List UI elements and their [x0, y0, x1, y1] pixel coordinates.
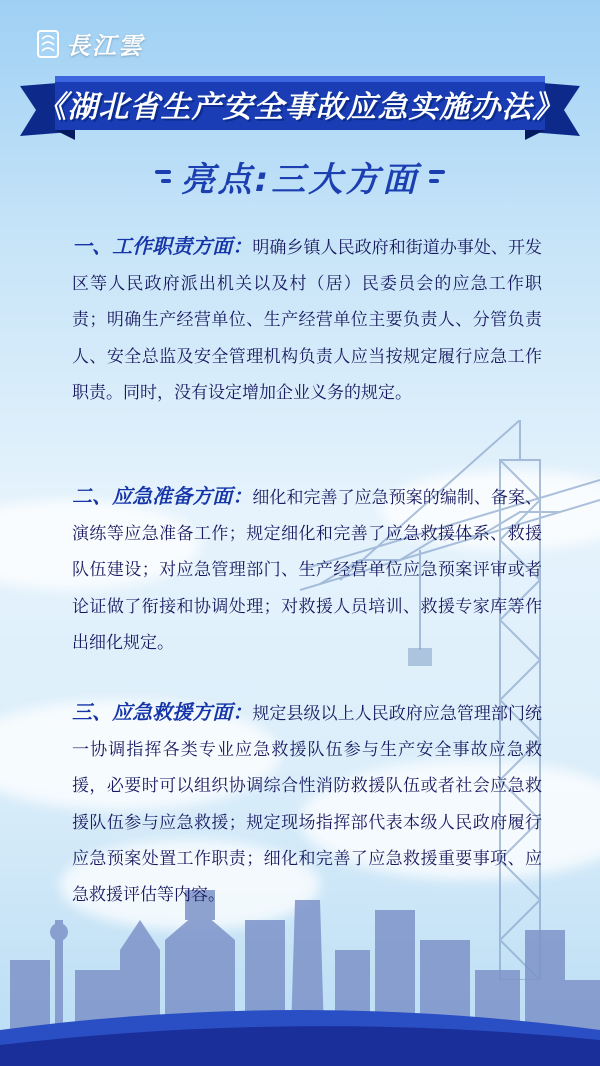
section-heading: 一、工作职责方面：: [72, 234, 253, 258]
decor-dash-right: [429, 170, 445, 183]
section-heading: 二、应急准备方面：: [72, 484, 253, 508]
section-work-duties: [72, 228, 542, 411]
section-emergency-rescue: [72, 694, 542, 913]
subtitle: 亮点:三大方面: [180, 160, 420, 200]
section-body: 细化和完善了应急预案的编制、备案、演练等应急准备工作；规定细化和完善了应急救援体系、救援队伍建设；对应急管理部门、生产经营单位应急预案评审或者论证做了衔接和协调处理；对救援人员培训、救援专家库等作出细化规定。: [72, 488, 543, 653]
page-title: 《湖北省生产安全事故应急实施办法》: [36, 90, 564, 125]
section-body: 规定县级以上人民政府应急管理部门统一协调指挥各类专业应急救援队伍参与生产安全事故应急救援，必要时可以组织协调综合性消防救援队伍或者社会应急救援队伍参与应急救援；规定现场指挥部代表本级人民政府履行应急预案处置工作职责；细化和完善了应急救援重要事项、应急救援评估等内容。: [72, 704, 543, 906]
section-heading: 三、应急救援方面：: [72, 700, 253, 724]
brand-logo: [36, 26, 144, 61]
section-body: 明确乡镇人民政府和街道办事处、开发区等人民政府派出机关以及村（居）民委员会的应急工作职责；明确生产经营单位、生产经营单位主要负责人、分管负责人、安全总监及安全管理机构负责人应当按规定履行应急工作职责。同时，没有设定增加企业义务的规定。: [72, 238, 543, 403]
section-emergency-preparation: [72, 478, 542, 661]
changjiang-cloud-logo-icon: [36, 29, 60, 59]
subtitle-row: [0, 152, 600, 201]
decor-dash-left: [155, 170, 171, 183]
brand-name: 長江雲: [66, 31, 144, 60]
